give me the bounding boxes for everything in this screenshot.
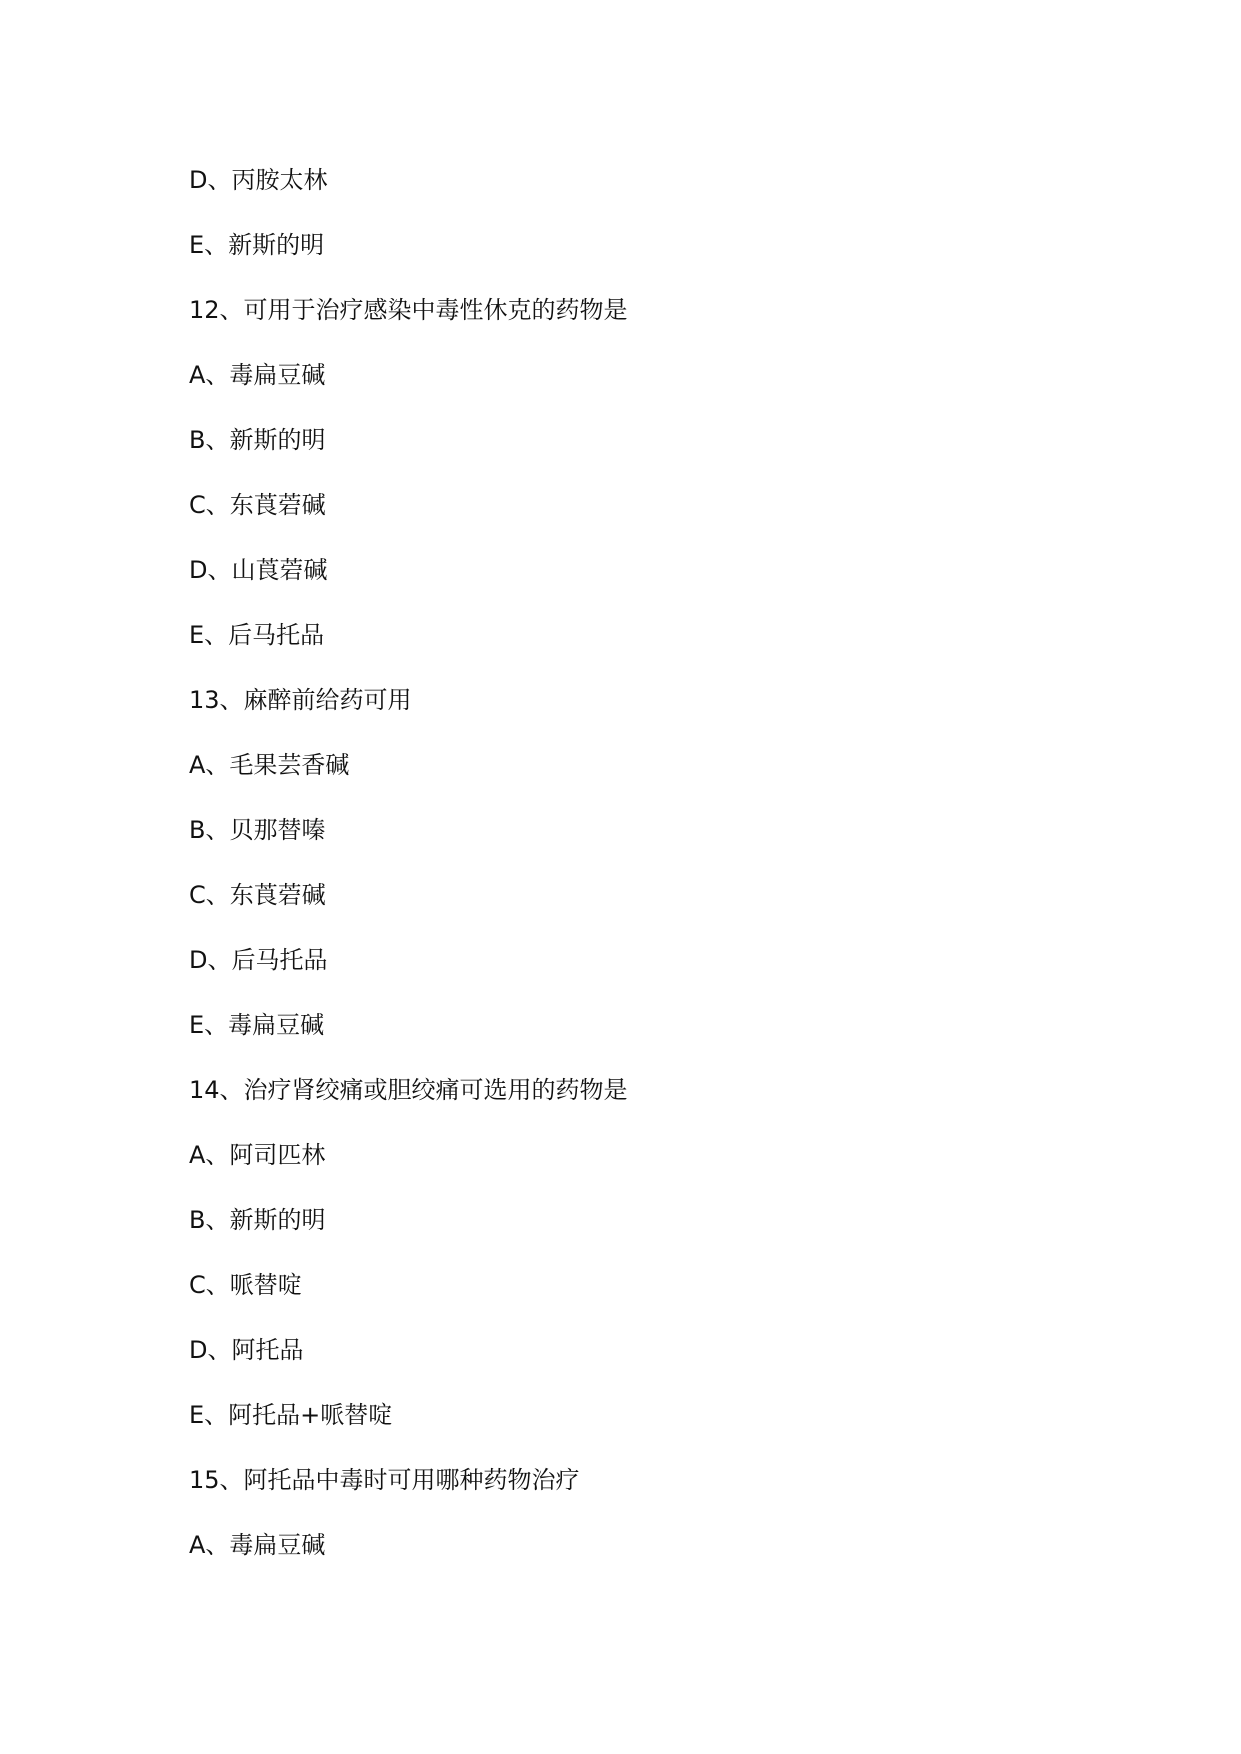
- option-line: A、毒扁豆碱: [189, 1531, 326, 1559]
- option-line: A、毛果芸香碱: [189, 751, 350, 779]
- option-line: E、新斯的明: [189, 231, 325, 259]
- question-line: 15、阿托品中毒时可用哪种药物治疗: [189, 1466, 580, 1494]
- option-line: A、阿司匹林: [189, 1141, 326, 1169]
- option-line: B、新斯的明: [189, 1206, 326, 1234]
- option-line: E、毒扁豆碱: [189, 1011, 325, 1039]
- option-line: D、后马托品: [189, 946, 328, 974]
- question-line: 14、治疗肾绞痛或胆绞痛可选用的药物是: [189, 1076, 628, 1104]
- option-line: C、哌替啶: [189, 1271, 302, 1299]
- option-line: C、东莨菪碱: [189, 491, 326, 519]
- option-line: E、阿托品+哌替啶: [189, 1401, 393, 1429]
- question-line: 13、麻醉前给药可用: [189, 686, 412, 714]
- option-line: B、新斯的明: [189, 426, 326, 454]
- option-line: C、东莨菪碱: [189, 881, 326, 909]
- option-line: D、阿托品: [189, 1336, 304, 1364]
- option-line: E、后马托品: [189, 621, 325, 649]
- question-line: 12、可用于治疗感染中毒性休克的药物是: [189, 296, 628, 324]
- option-line: D、山莨菪碱: [189, 556, 328, 584]
- option-line: D、丙胺太林: [189, 166, 328, 194]
- option-line: A、毒扁豆碱: [189, 361, 326, 389]
- option-line: B、贝那替嗪: [189, 816, 326, 844]
- question-list: [189, 160, 1149, 1590]
